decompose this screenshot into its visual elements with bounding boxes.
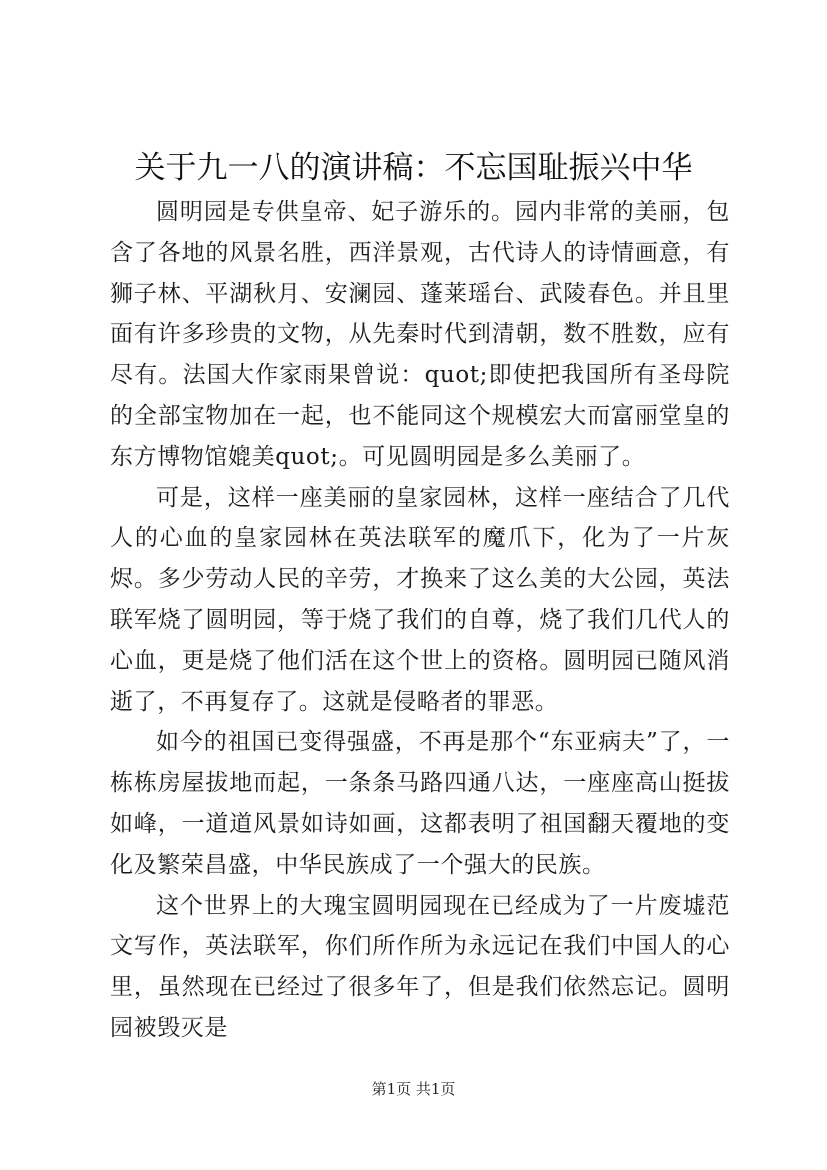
page-footer: 第1页 共1页 — [371, 1080, 456, 1098]
paragraph: 这个世界上的大瑰宝圆明园现在已经成为了一片废墟范文写作，英法联军，你们所作所为永远记在我们中国人的心里，虽然现在已经过了很多年了，但是我们依然忘记。圆明园被毁灭是 — [110, 892, 730, 1041]
document-body — [110, 192, 730, 1049]
paragraph: 可是，这样一座美丽的皇家园林，这样一座结合了几代人的心血的皇家园林在英法联军的魔爪下，化为了一片灰烬。多少劳动人民的辛劳，才换来了这么美的大公园，英法联军烧了圆明园，等于烧了我们的自尊，烧了我们几代人的心血，更是烧了他们活在这个世上的资格。圆明园已随风消逝了，不再复存了。这就是侵略者的罪恶。 — [110, 484, 730, 715]
paragraph: 圆明园是专供皇帝、妃子游乐的。园内非常的美丽，包含了各地的风景名胜，西洋景观，古代诗人的诗情画意，有狮子林、平湖秋月、安澜园、蓬莱瑶台、武陵春色。并且里面有许多珍贵的文物，从先秦时代到清朝，数不胜数，应有尽有。法国大作家雨果曾说：quot;即使把我国所有圣母院的全部宝物加在一起，也不能同这个规模宏大而富丽堂皇的东方博物馆媲美quot;。可见圆明园是多么美丽了。 — [110, 199, 730, 470]
paragraph: 如今的祖国已变得强盛，不再是那个“东亚病夫”了，一栋栋房屋拔地而起，一条条马路四通八达，一座座高山挺拔如峰，一道道风景如诗如画，这都表明了祖国翻天覆地的变化及繁荣昌盛，中华民族成了一个强大的民族。 — [110, 729, 730, 878]
document-title: 关于九一八的演讲稿：不忘国耻振兴中华 — [134, 150, 693, 186]
